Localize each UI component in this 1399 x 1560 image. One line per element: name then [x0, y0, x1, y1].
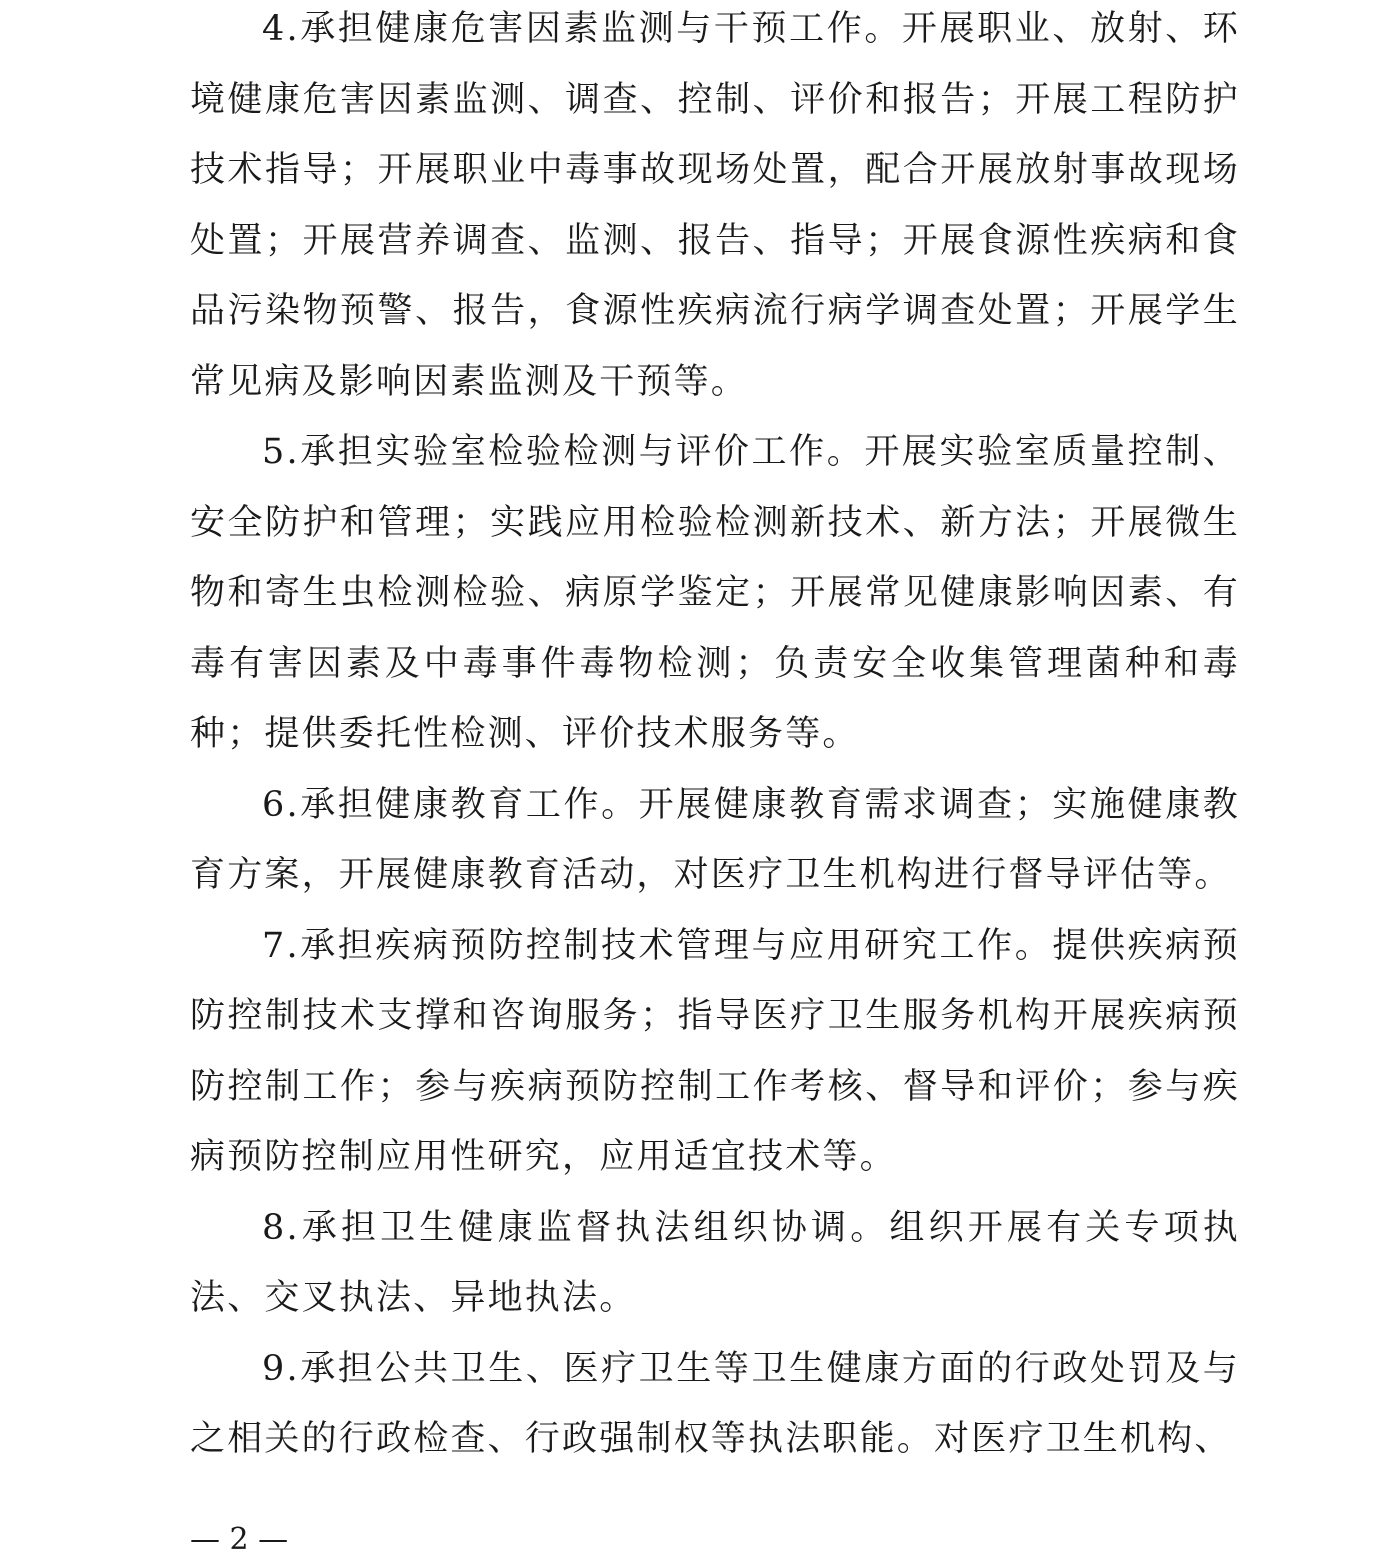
paragraph-item-8: 8.承担卫生健康监督执法组织协调。组织开展有关专项执法、交叉执法、异地执法。: [190, 1207, 1240, 1318]
document-body: [190, 0, 1240, 1475]
paragraph-item-5: 5.承担实验室检验检测与评价工作。开展实验室质量控制、安全防护和管理；实践应用检验检测新技术、新方法；开展微生物和寄生虫检测检验、病原学鉴定；开展常见健康影响因素、有毒有害因素及中毒事件毒物检测；负责安全收集管理菌种和毒种；提供委托性检测、评价技术服务等。: [190, 432, 1240, 754]
paragraph-item-6: 6.承担健康教育工作。开展健康教育需求调查；实施健康教育方案，开展健康教育活动，对医疗卫生机构进行督导评估等。: [190, 784, 1240, 895]
paragraph-item-7: 7.承担疾病预防控制技术管理与应用研究工作。提供疾病预防控制技术支撑和咨询服务；指导医疗卫生服务机构开展疾病预防控制工作；参与疾病预防控制工作考核、督导和评价；参与疾病预防控制应用性研究，应用适宜技术等。: [190, 925, 1240, 1177]
paragraph-item-9: 9.承担公共卫生、医疗卫生等卫生健康方面的行政处罚及与之相关的行政检查、行政强制权等执法职能。对医疗卫生机构、: [190, 1348, 1240, 1459]
page-number: — 2 —: [190, 1522, 289, 1557]
paragraph-item-4: 4.承担健康危害因素监测与干预工作。开展职业、放射、环境健康危害因素监测、调查、控制、评价和报告；开展工程防护技术指导；开展职业中毒事故现场处置，配合开展放射事故现场处置；开展营养调查、监测、报告、指导；开展食源性疾病和食品污染物预警、报告，食源性疾病流行病学调查处置；开展学生常见病及影响因素监测及干预等。: [190, 9, 1240, 402]
